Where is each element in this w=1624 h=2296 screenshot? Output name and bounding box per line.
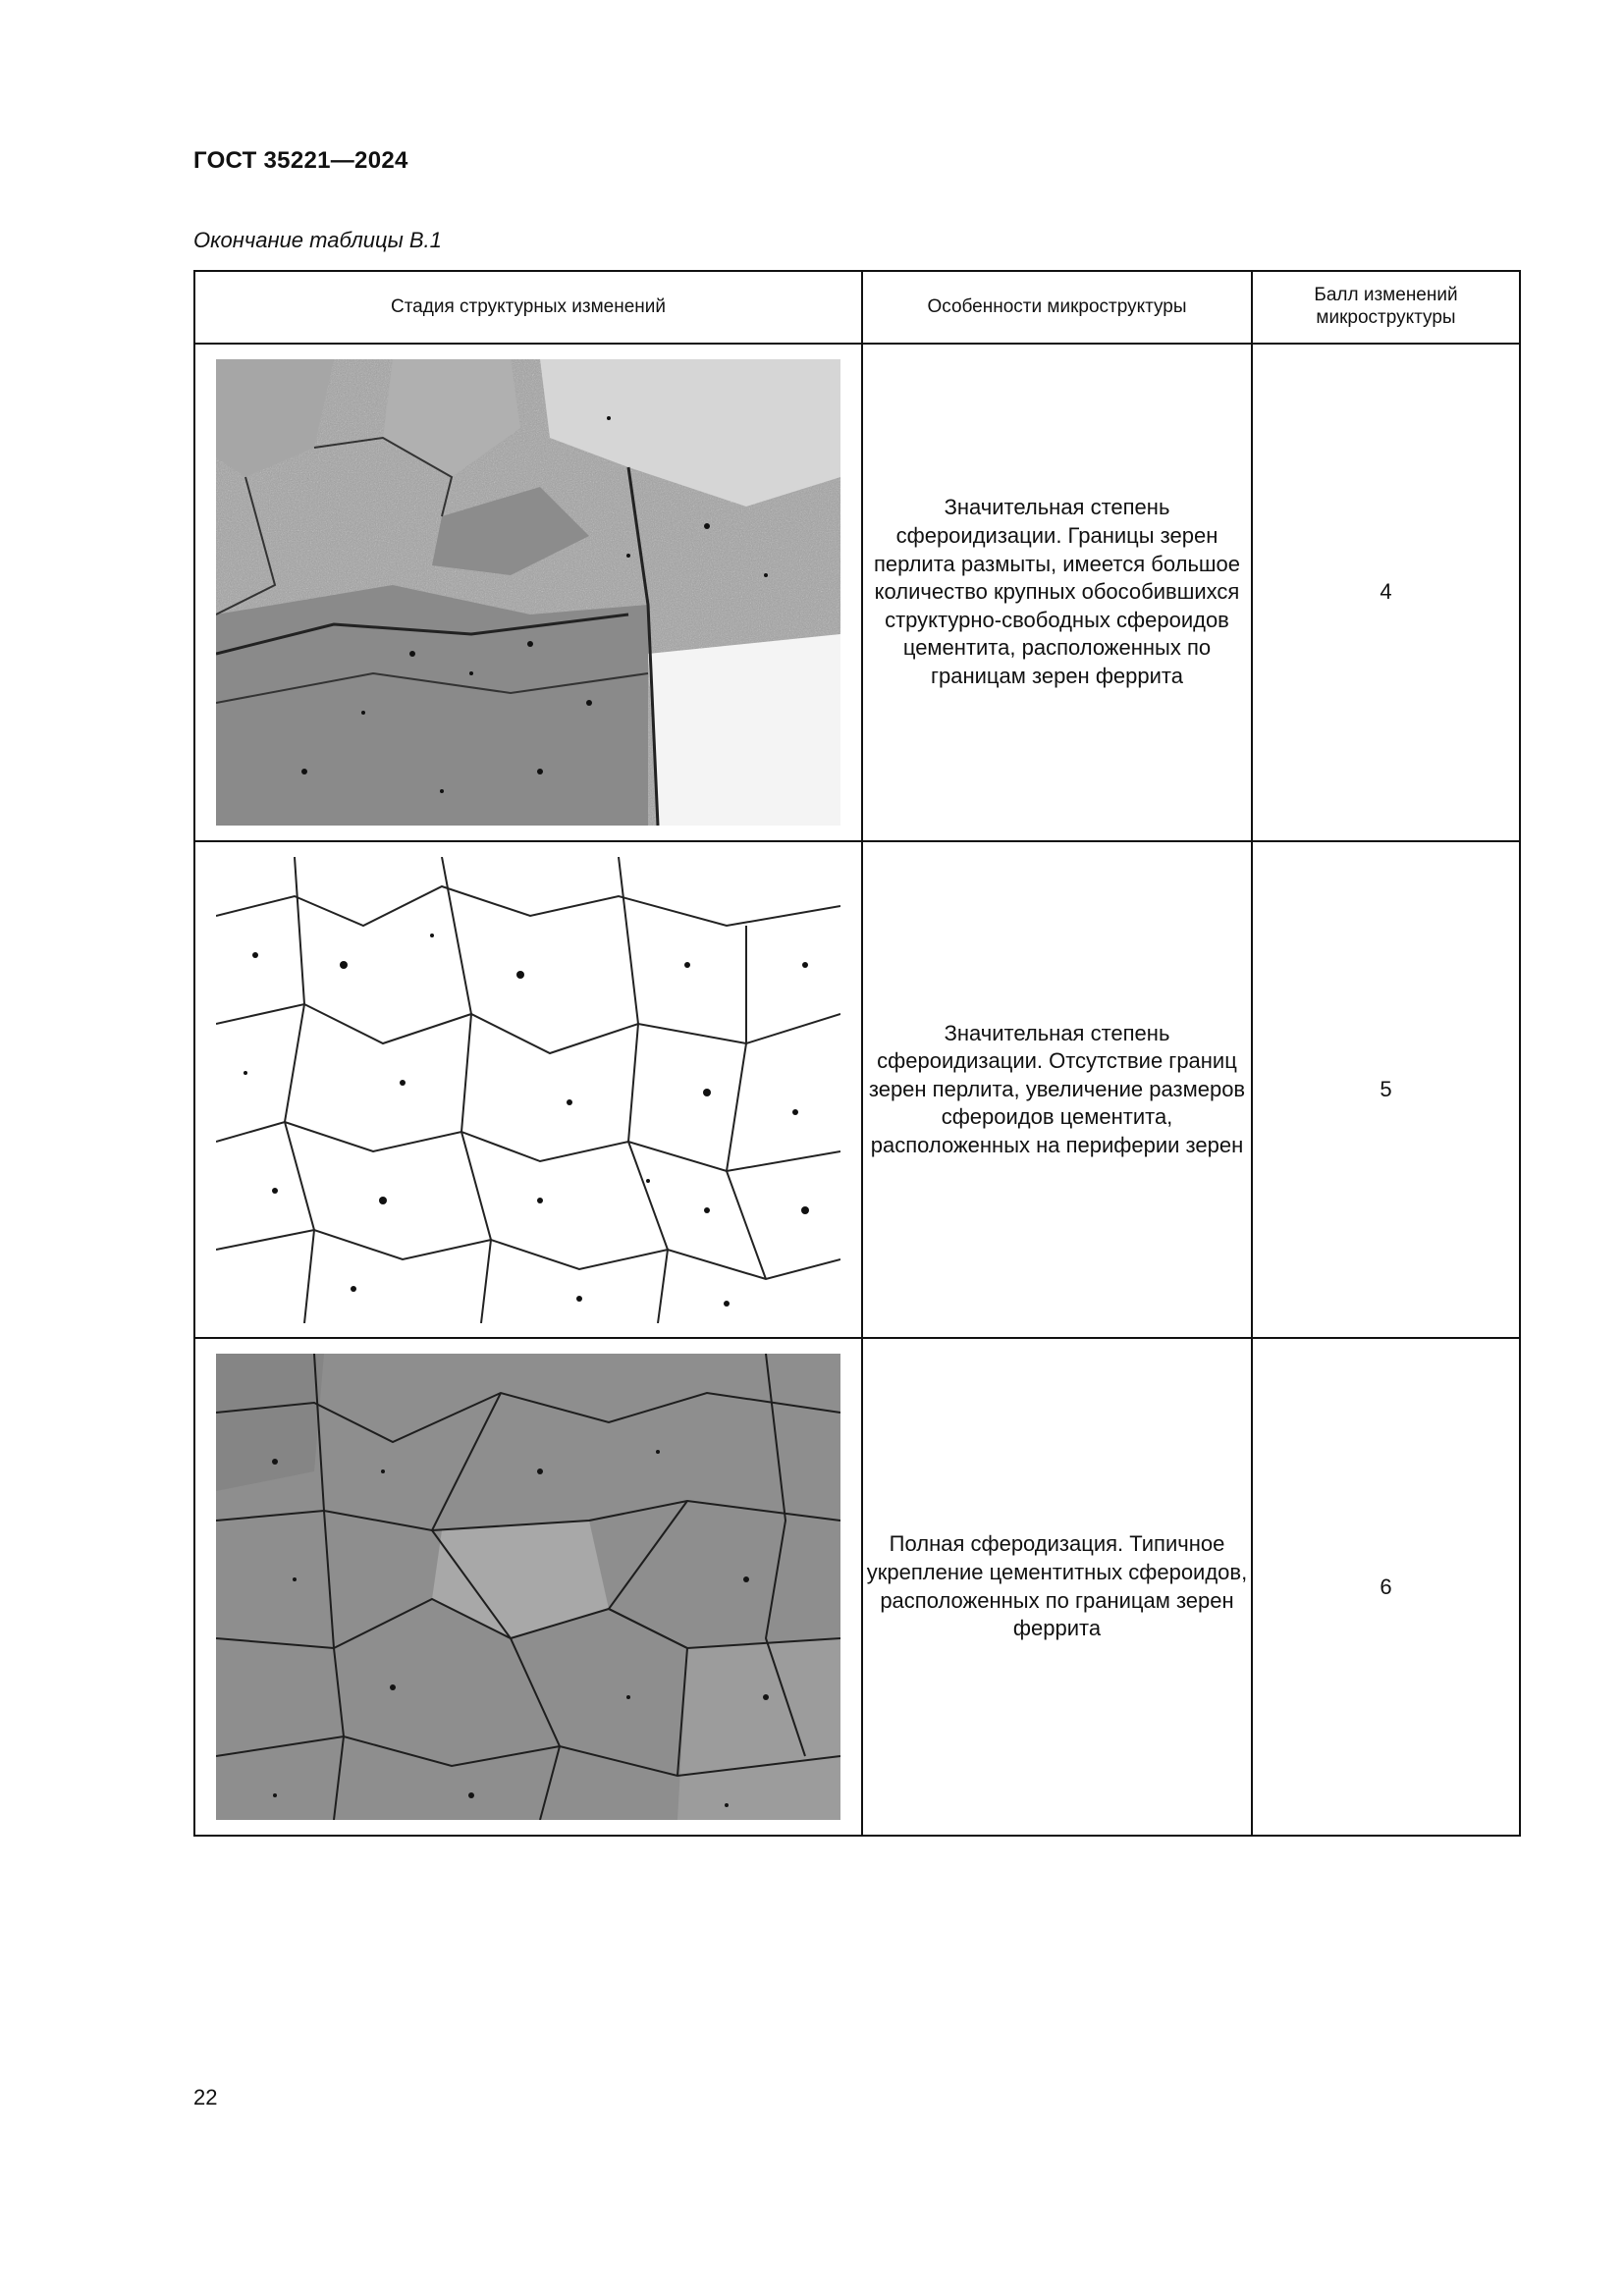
microstructure-score: 4 [1252, 344, 1520, 841]
table-row [194, 1338, 1520, 1836]
stage-image-cell [194, 344, 862, 841]
table-header-row [194, 271, 1520, 344]
table-caption: Окончание таблицы В.1 [193, 228, 442, 252]
microstructure-table [193, 270, 1521, 1837]
table-row [194, 344, 1520, 841]
column-header-stage: Стадия структурных изменений [194, 271, 862, 344]
microstructure-description: Полная сферодизация. Типичное укрепление цементитных сфероидов, расположенных по границам зерен феррита [862, 1338, 1252, 1836]
column-header-features: Особенности микроструктуры [862, 271, 1252, 344]
column-header-score: Балл изменений микроструктуры [1252, 271, 1520, 344]
stage-image-cell [194, 1338, 862, 1836]
microstructure-score: 6 [1252, 1338, 1520, 1836]
document-code: ГОСТ 35221—2024 [193, 147, 408, 174]
micrograph-image-3 [216, 1354, 840, 1820]
table-row [194, 841, 1520, 1339]
microstructure-score: 5 [1252, 841, 1520, 1339]
microstructure-description: Значительная степень сфероидизации. Границы зерен перлита размыты, имеется большое количество крупных обособившихся структурно-свободных сфероидов цементита, расположенных по границам зерен феррита [862, 344, 1252, 841]
micrograph-image-2 [216, 857, 840, 1323]
micrograph-image-1 [216, 359, 840, 826]
microstructure-description: Значительная степень сфероидизации. Отсутствие границ зерен перлита, увеличение размеров сфероидов цементита, расположенных на периферии зерен [862, 841, 1252, 1339]
stage-image-cell [194, 841, 862, 1339]
page-number: 22 [193, 2085, 218, 2109]
